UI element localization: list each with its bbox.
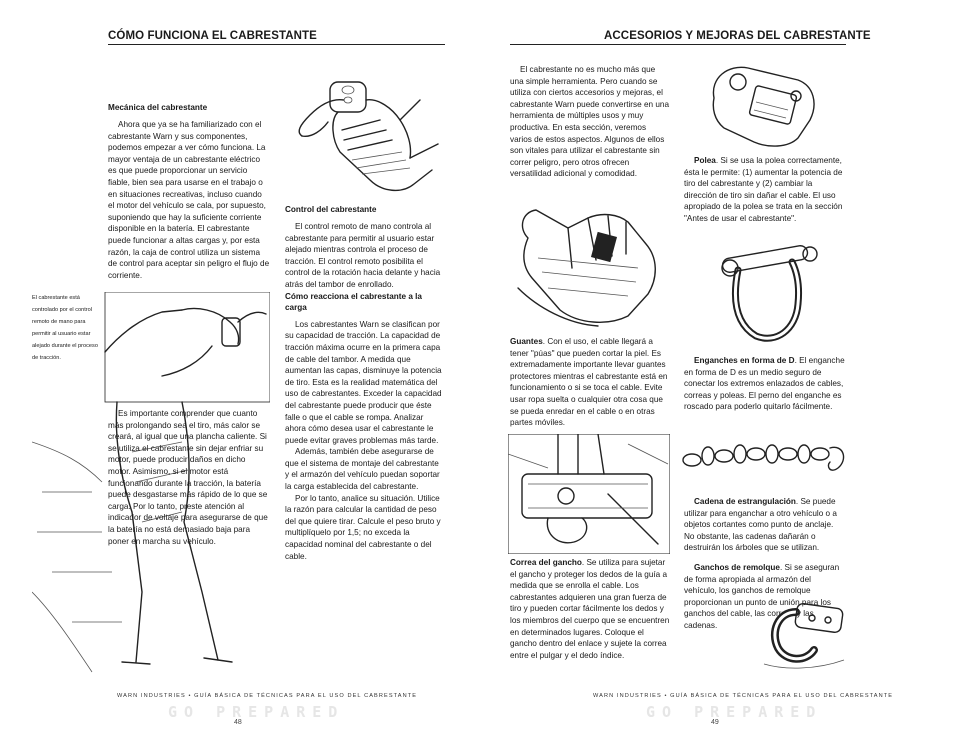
chain-body: [684, 496, 846, 554]
react-subheading: Cómo reacciona el cabrestante a la carga: [285, 291, 422, 313]
heat-body: Es importante comprender que cuanto más prolongando sea el tiro, más calor se creará, al igual que una plancha caliente. Si se utiliza el cabrestante sin dejar enfriar su motor, puede producir daños en dicho motor. Asimismo, si el motor está funcionando durante la tracción, la batería puede desgastarse más rápido de lo que se carga. Por lo tanto, preste atención al indicador de voltaje para asegurarse de que la batería no está demasiado baja para poner en marcha su vehículo.: [108, 409, 268, 546]
tow-hook-illustration: [760, 598, 848, 672]
shackle-text: . El enganche en forma de D es un medio seguro de conectar los extremos enlazados de cables, correas y poleas. El perno del enganche es roscado para poderlo quitarlo fácilmente.: [684, 356, 845, 412]
mechanics-subheading: Mecánica del cabrestante: [108, 103, 208, 112]
right-title-rule: [510, 44, 846, 45]
left-page-title: CÓMO FUNCIONA EL CABRESTANTE: [108, 30, 317, 42]
chain-title: Cadena de estrangulación: [694, 497, 796, 506]
choker-chain-illustration: [680, 430, 848, 486]
right-footer: WARN INDUSTRIES • GUÍA BÁSICA DE TÉCNICAS PARA EL USO DEL CABRESTANTE: [593, 693, 894, 699]
control-body: El control remoto de mano controla al cabrestante para permitir al usuario estar alejado mientras controla el proceso de tracción. El control remoto posibilita el control de la rotación hacia delante y hacia atrás del tambor de enrollado. Cómo reacciona el cabrestante a la carga Los cabrestantes Warn se clasifican por su capacidad de tracción. La capacidad de tracción máxima ocurre en la primera capa de cable del tambor. A medida que aumentan las capas, disminuye la potencia de tiro. Esta es la realidad matemática del uso de cabrestantes. Exceder la capacidad del cabrestante puede producir que éste falle o que el cable se rompa. Analizar ahora cómo desea usar el cabrestante le puede evitar graves problemas más tarde. Además, también debe asegurarse de que el sistema de montaje del cabrestante y el armazón del vehículo puedan soportar la carga establecida del cabrestante. Por lo tanto, analice su situación. Utilice la razón para calcular la cantidad de peso del que quiere tirar. Calcule el peso bruto y multiplíquelo por 1,5; no exceda la capacidad nominal del cabrestante o del cable.: [285, 221, 445, 562]
gloves-illustration: [508, 198, 668, 330]
left-footer: WARN INDUSTRIES • GUÍA BÁSICA DE TÉCNICAS PARA EL USO DEL CABRESTANTE: [117, 693, 418, 699]
pulley-body: [684, 155, 846, 225]
hooks-title: Ganchos de remolque: [694, 563, 780, 572]
react-paragraph-1: Los cabrestantes Warn se clasifican por su capacidad de tracción. La capacidad de tracción máxima ocurre en la primera capa de cable del tambor. A medida que aumentan las capas, disminuye la potencia de tiro. Esta es la realidad matemática del uso de cabrestantes. Exceder la capacidad del cabrestante puede producir que éste falle o que el cable se rompa. Analizar ahora cómo desea usar el cabrestante le puede evitar graves problemas más tarde.: [285, 319, 442, 445]
shackle-title: Enganches en forma de D: [694, 356, 795, 365]
gloves-body: [510, 336, 670, 429]
figure-caption: El cabrestante está controlado por el control remoto de mano para permitir al usuario estar alejado durante el proceso de tracción.: [32, 295, 98, 361]
gloves-title: Guantes: [510, 337, 543, 346]
react-paragraph-3: Por lo tanto, analice su situación. Utilice la razón para calcular la cantidad de peso del que quiere tirar. Calcule el peso bruto y multiplíquelo por 1,5; no exceda la capacidad nominal del cabrestante o del cable.: [285, 493, 441, 561]
strap-body: [510, 557, 670, 661]
left-page-number: 48: [234, 719, 242, 726]
hook-strap-illustration: [508, 434, 670, 554]
pulley-text: . Si se usa la polea correctamente, ésta le permite: (1) aumentar la potencia de tiro del cabrestante y (2) cambiar la dirección de tiro sin dañar el cable. El uso apropiado de la polea se trata en la sección "Antes de usar el cabrestante".: [684, 156, 843, 223]
right-page-title: ACCESORIOS Y MEJORAS DEL CABRESTANTE: [604, 30, 871, 42]
right-page-number: 49: [711, 719, 719, 726]
left-slogan: GO PREPARED: [168, 703, 345, 721]
chain-text: . Se puede utilizar para enganchar a otro vehículo o a objetos cortantes como punto de anclaje. No obstante, las cadenas dañarán o destruirán los árboles que se utilizan.: [684, 497, 837, 553]
strap-title: Correa del gancho: [510, 558, 582, 567]
gloves-text: . Con el uso, el cable llegará a tener "púas" que pueden cortar la piel. Es extremadamente importante llevar guantes protectores mientras el cabrestante está en funcionamiento o si se toca el cable. Evite usar ropa suelta o cualquier otra cosa que se pueda enredar en el cable o en otras partes móviles.: [510, 337, 668, 428]
remote-hand-illustration: [282, 60, 442, 200]
pulley-title: Polea: [694, 156, 716, 165]
d-shackle-illustration: [712, 240, 822, 348]
hooks-text: . Si se aseguran de forma apropiada al armazón del vehículo, los ganchos de remolque proporcionan un punto de unión para los ganchos del cable, las correas y las cadenas.: [684, 563, 840, 630]
control-subheading: Control del cabrestante: [285, 205, 377, 214]
intro-body: El cabrestante no es mucho más que una simple herramienta. Pero cuando se utiliza con ciertos accesorios y mejoras, el cabrestante Warn puede convertirse en una herramienta de múltiples usos y muy productiva. En esta sección, veremos varios de estos aspectos. Algunos de ellos son vitales para utilizar el cabrestante sin correr peligro, pero otros ofrecen versatilidad adicional y comodidad.: [510, 65, 669, 179]
strap-text: . Se utiliza para sujetar el gancho y proteger los dedos de la guía a medida que se enrolla el cable. Los cabrestantes adquieren una gran fuerza de tiro y pueden cortar fácilmente los dedos y los miembros del cuerpo que se encuentren en determinados lugares. Coloque el gancho dentro del enlace y sujete la correa entre el pulgar y el dedo índice.: [510, 558, 670, 660]
left-title-rule: [108, 44, 445, 45]
shackle-body: [684, 355, 846, 413]
react-paragraph-2: Además, también debe asegurarse de que el sistema de montaje del cabrestante y el armazón del vehículo puedan soportar la carga establecida del cabrestante.: [285, 447, 440, 492]
pulley-block-illustration: [702, 58, 822, 150]
mechanics-body: Ahora que ya se ha familiarizado con el cabrestante Warn y sus componentes, podemos empezar a ver cómo funciona. La mayor ventaja de un cabrestante eléctrico es que puede proporcionar un servicio fiable, bien sea para usarse en el trabajo o en situaciones recreativas, incluso cuando el motor del vehículo se cala, por supuesto, suponiendo que hay la suficiente corriente disponible en la batería. El cabrestante puede funcionar a altas cargas y, por esta razón, la caja de control utiliza un sistema de control para aceptar sin peligro el flujo de corriente.: [108, 120, 270, 280]
right-slogan: GO PREPARED: [646, 703, 823, 721]
